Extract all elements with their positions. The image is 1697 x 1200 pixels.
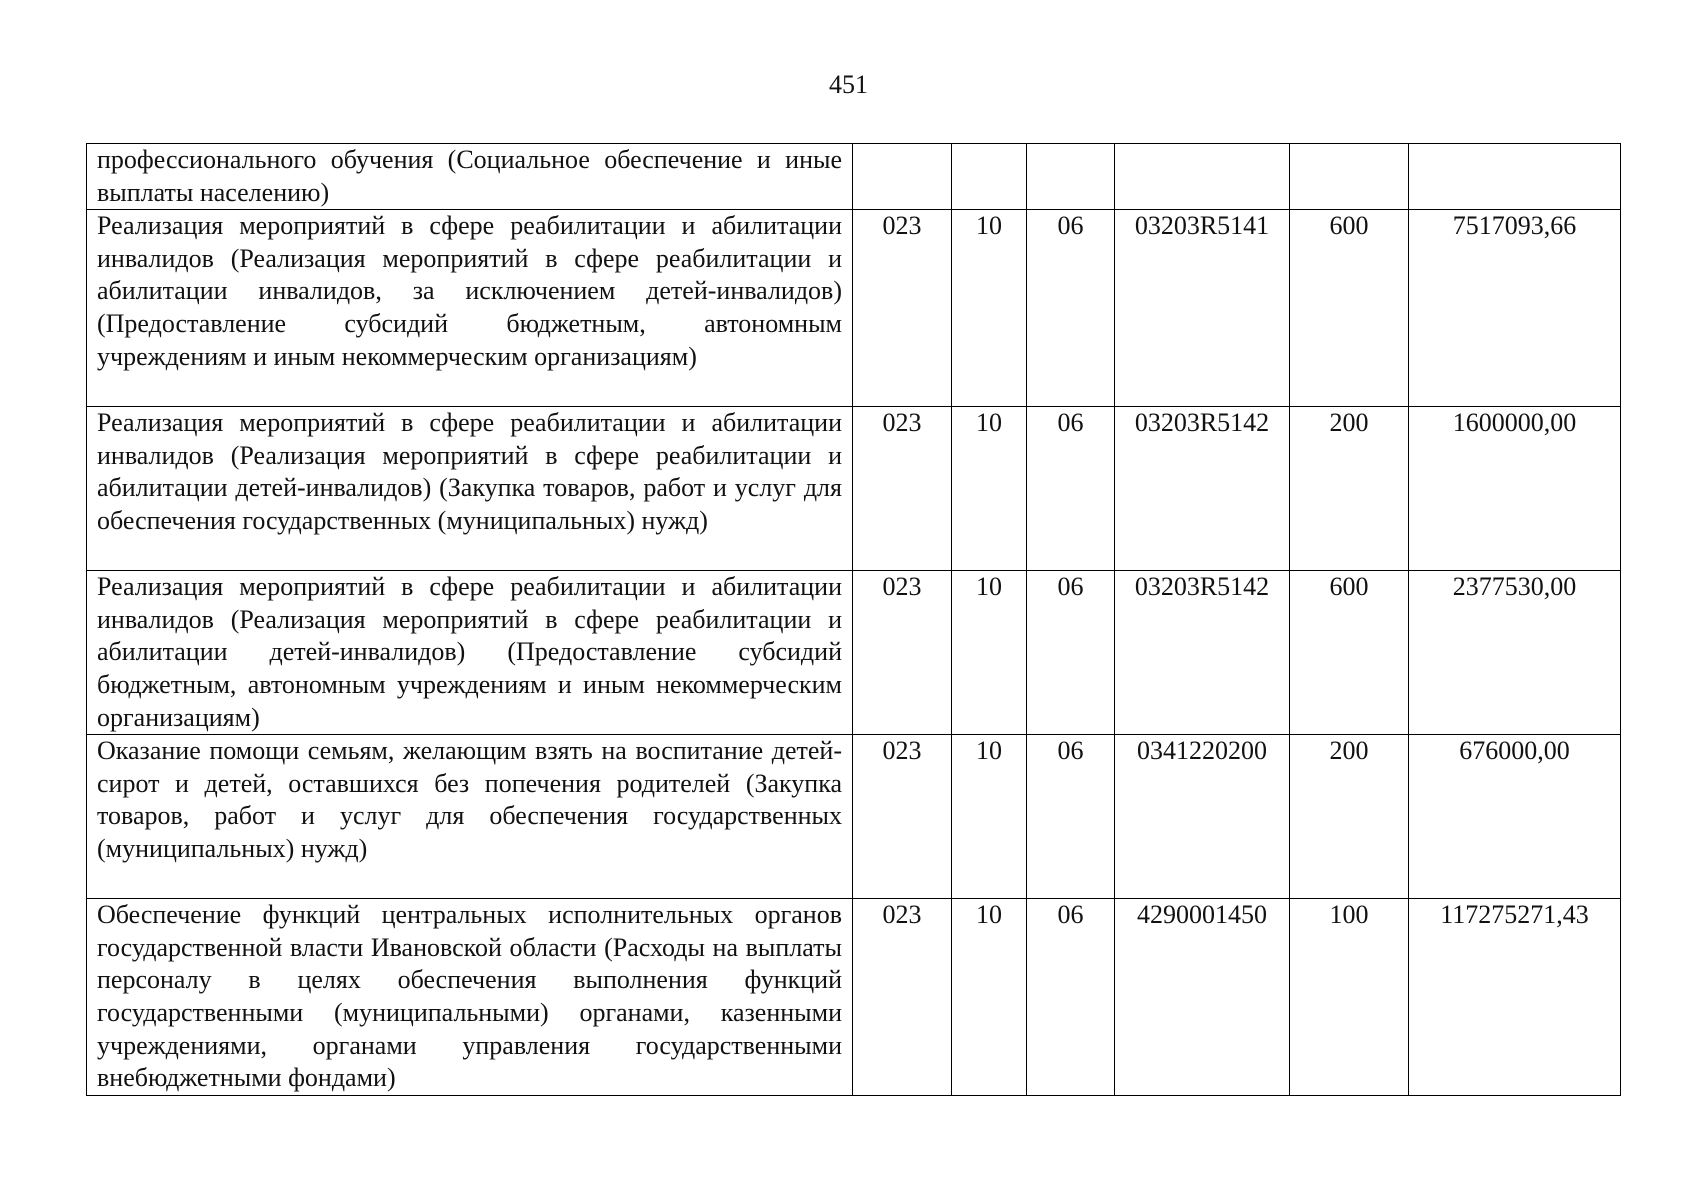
row-description: профессионального обучения (Социальное обеспечение и иные выплаты населению) (87, 144, 853, 210)
ministry-code (853, 144, 952, 210)
target-item-code: 03203R5142 (1115, 571, 1290, 735)
amount (1409, 144, 1621, 210)
amount: 676000,00 (1409, 735, 1621, 899)
row-description: Реализация мероприятий в сфере реабилитации и абилитации инвалидов (Реализация мероприятий в сфере реабилитации и абилитации детей-инвалидов) (Предоставление субсидий бюджетным, автономным учреждениям и иным некоммерческим организациям) (87, 571, 853, 735)
expense-type-code: 200 (1290, 735, 1409, 899)
expense-type-code: 600 (1290, 210, 1409, 407)
table-row (87, 899, 1621, 1096)
budget-table (86, 143, 1621, 1096)
amount: 117275271,43 (1409, 899, 1621, 1096)
subsection-code (1027, 144, 1115, 210)
subsection-code: 06 (1027, 571, 1115, 735)
table-row (87, 407, 1621, 571)
subsection-code: 06 (1027, 899, 1115, 1096)
ministry-code: 023 (853, 899, 952, 1096)
section-code: 10 (952, 571, 1027, 735)
row-description: Реализация мероприятий в сфере реабилитации и абилитации инвалидов (Реализация мероприятий в сфере реабилитации и абилитации детей-инвалидов) (Закупка товаров, работ и услуг для обеспечения государственных (муниципальных) нужд) (87, 407, 853, 571)
subsection-code: 06 (1027, 407, 1115, 571)
section-code (952, 144, 1027, 210)
ministry-code: 023 (853, 735, 952, 899)
expense-type-code (1290, 144, 1409, 210)
table-row (87, 571, 1621, 735)
amount: 1600000,00 (1409, 407, 1621, 571)
table-row (87, 210, 1621, 407)
ministry-code: 023 (853, 571, 952, 735)
target-item-code: 03203R5142 (1115, 407, 1290, 571)
section-code: 10 (952, 735, 1027, 899)
subsection-code: 06 (1027, 735, 1115, 899)
expense-type-code: 100 (1290, 899, 1409, 1096)
row-description: Реализация мероприятий в сфере реабилитации и абилитации инвалидов (Реализация мероприятий в сфере реабилитации и абилитации инвалидов, за исключением детей-инвалидов) (Предоставление субсидий бюджетным, автономным учреждениям и иным некоммерческим организациям) (87, 210, 853, 407)
target-item-code (1115, 144, 1290, 210)
table-row (87, 735, 1621, 899)
amount: 7517093,66 (1409, 210, 1621, 407)
target-item-code: 0341220200 (1115, 735, 1290, 899)
row-description: Оказание помощи семьям, желающим взять на воспитание детей-сирот и детей, оставшихся без попечения родителей (Закупка товаров, работ и услуг для обеспечения государственных (муниципальных) нужд) (87, 735, 853, 899)
page-number: 451 (829, 70, 868, 99)
subsection-code: 06 (1027, 210, 1115, 407)
table-row (87, 144, 1621, 210)
target-item-code: 03203R5141 (1115, 210, 1290, 407)
section-code: 10 (952, 407, 1027, 571)
expense-type-code: 600 (1290, 571, 1409, 735)
row-description: Обеспечение функций центральных исполнительных органов государственной власти Ивановской области (Расходы на выплаты персоналу в целях обеспечения выполнения функций государственными (муниципальными) органами, казенными учреждениями, органами управления государственными внебюджетными фондами) (87, 899, 853, 1096)
ministry-code: 023 (853, 210, 952, 407)
section-code: 10 (952, 210, 1027, 407)
expense-type-code: 200 (1290, 407, 1409, 571)
ministry-code: 023 (853, 407, 952, 571)
amount: 2377530,00 (1409, 571, 1621, 735)
section-code: 10 (952, 899, 1027, 1096)
target-item-code: 4290001450 (1115, 899, 1290, 1096)
